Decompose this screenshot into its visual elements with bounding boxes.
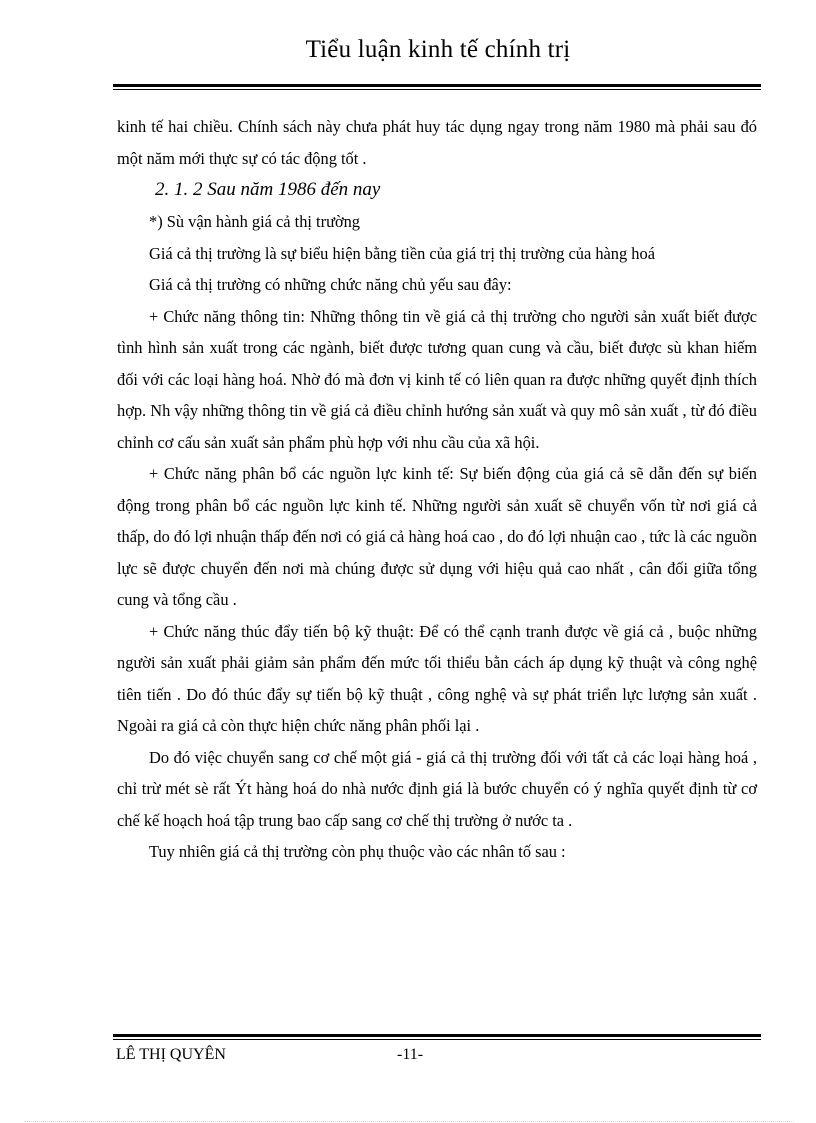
- paragraph-2: *) Sù vận hành giá cả thị trường: [149, 212, 361, 231]
- paragraph-3: Giá cả thị trường là sự biểu hiện bằng tiền của giá trị thị trường của hàng hoá: [149, 243, 655, 263]
- footer-page-number: -11-: [397, 1046, 424, 1063]
- paragraph-9: Tuy nhiên giá cả thị trường còn phụ thuộc vào các nhân tố sau :: [149, 842, 566, 861]
- paragraph-7: + Chức năng thúc đẩy tiến bộ kỹ thuật: Để có thể cạnh tranh được về giá cả , buộc những người sản xuất phải giảm sản phẩm đến mức tối thiểu bằn cách áp dụng kỹ thuật và công nghệ tiên tiến . Do đó thúc đẩy sự tiến bộ kỹ thuật , công nghệ và sự phát triển lực lượng sản xuất . Ngoài ra giá cả còn thực hiện chức năng phân phối lại .: [117, 621, 757, 735]
- paragraph-4: Giá cả thị trường có những chức năng chủ yếu sau đây:: [149, 275, 512, 294]
- paragraph-6: + Chức năng phân bổ các nguồn lực kinh tế: Sự biến động của giá cả sẽ dẫn đến sự biến động trong phân bổ các nguồn lực kinh tế. Những người sản xuất sẽ chuyển vốn từ nơi giá cả thấp, do đó lợi nhuận thấp đến nơi có giá cả hàng hoá cao , do đó lợi nhuận cao , tức là các nguồn lực sẽ được chuyển đến nơi mà chúng được sử dụng với hiệu quả cao nhất , cân đối giữa tổng cung và tổng cầu .: [117, 464, 757, 609]
- header-rule: [113, 84, 761, 90]
- document-body: [117, 111, 757, 868]
- footer-rule: [113, 1034, 761, 1040]
- paragraph-5: + Chức năng thông tin: Những thông tin về giá cả thị trường cho người sản xuất biết được tình hình sản xuất trong các ngành, biết được tương quan cung và cầu, biết được sù khan hiếm đối với các loại hàng hoá. Nhờ đó mà đơn vị kinh tế có liên quan ra được những quyết định thích hợp. Nh vậy những thông tin về giá cả điều chỉnh hướng sản xuất và quy mô sản xuất , từ đó điều chỉnh cơ cấu sản xuất sản phẩm phù hợp với nhu cầu của xã hội.: [117, 306, 757, 452]
- paragraph-8: Do đó việc chuyển sang cơ chế một giá - giá cả thị trường đối với tất cả các loại hàng hoá , chỉ trừ mét sè rất Ýt hàng hoá do nhà nước định giá là bước chuyển có ý nghĩa quyết định từ cơ chế kế hoạch hoá tập trung bao cấp sang cơ chế thị trường ở nước ta .: [117, 747, 757, 830]
- page-header-title: Tiểu luận kinh tế chính trị: [305, 36, 571, 63]
- paragraph-1: kinh tế hai chiều. Chính sách này chưa phát huy tác dụng ngay trong năm 1980 mà phải sau đó một năm mới thực sự có tác động tốt .: [117, 117, 757, 168]
- page-bottom-edge: [24, 1121, 794, 1122]
- footer-author: LÊ THỊ QUYÊN: [116, 1046, 226, 1063]
- section-heading: 2. 1. 2 Sau năm 1986 đến nay: [155, 179, 381, 200]
